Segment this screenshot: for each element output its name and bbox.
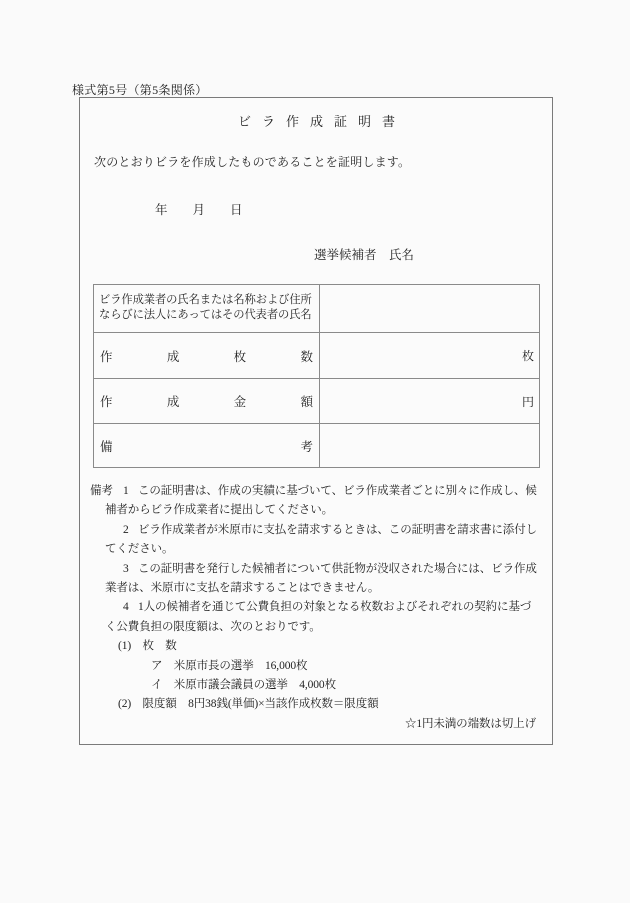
table-row-amount	[94, 378, 539, 423]
note-text: (1) 枚 数	[118, 640, 177, 653]
note-number: 3	[123, 562, 129, 575]
header-cell-sheet-count: 作 成 枚 数	[94, 333, 320, 378]
note-number: 1	[123, 485, 129, 497]
note-text: 補者からビラ作成業者に提出してください。	[105, 504, 333, 517]
notes-section	[80, 482, 554, 734]
notes-label: 備考	[90, 485, 113, 497]
note-text: ビラ作成業者が米原市に支払を請求するときは、この証明書を請求書に添付し	[138, 523, 537, 536]
header-cell-line1: ビラ作成業者の氏名または名称および住所	[99, 294, 312, 306]
header-cell-line2: ならびに法人にあってはその代表者の氏名	[99, 309, 312, 321]
note-line-11	[80, 676, 554, 695]
note-text: ア 米原市長の選挙 16,000枚	[151, 659, 308, 672]
note-text: この証明書は、作成の実績に基づいて、ビラ作成業者ごとに別々に作成し、候	[138, 485, 537, 497]
note-text: この証明書を発行した候補者について供託物が没収された場合には、ビラ作成	[138, 562, 537, 575]
header-cell-amount: 作 成 金 額	[94, 379, 320, 423]
declaration-text: 次のとおりビラを作成したものであることを証明します。	[94, 155, 411, 169]
note-line-7	[80, 598, 554, 617]
header-cell-maker-info	[94, 285, 320, 332]
note-line-4	[80, 540, 554, 559]
note-line-6	[80, 579, 554, 598]
note-text: イ 米原市議会議員の選挙 4,000枚	[151, 678, 336, 691]
note-line-10	[80, 657, 554, 676]
note-text: てください。	[105, 543, 174, 556]
note-text: ☆1円未満の端数は切上げ	[404, 717, 536, 730]
value-cell-amount: 円	[521, 394, 534, 409]
note-line-9	[80, 637, 554, 656]
value-cell-remarks	[320, 424, 539, 467]
details-table	[93, 284, 540, 468]
note-text: 業者は、米原市に支払を請求することはできません。	[105, 581, 380, 594]
note-text: く公費負担の限度額は、次のとおりです。	[105, 620, 321, 633]
date-line: 年 月 日	[155, 203, 243, 217]
header-cell-remarks: 備 考	[94, 424, 320, 467]
note-text: 1人の候補者を通じて公費負担の対象となる枚数およびそれぞれの契約に基づ	[138, 601, 532, 614]
note-line-12	[80, 695, 554, 714]
table-row-sheet-count	[94, 332, 539, 378]
note-text: (2) 限度額 8円38銭(単価)×当該作成枚数＝限度額	[118, 698, 379, 711]
value-cell-sheet-count: 枚	[521, 349, 534, 363]
note-line-2	[80, 501, 554, 520]
note-line-5	[80, 560, 554, 579]
note-line-13	[80, 715, 554, 734]
table-row-maker-info	[94, 285, 539, 332]
note-line-8	[80, 618, 554, 637]
note-number: 4	[123, 601, 129, 614]
note-line-1	[80, 482, 554, 501]
note-number: 2	[123, 523, 129, 536]
value-cell-maker-info	[320, 285, 539, 332]
certificate-box	[79, 97, 553, 745]
candidate-signature-line: 選挙候補者 氏名	[314, 248, 415, 262]
form-number-label: 様式第5号（第5条関係）	[72, 83, 208, 97]
certificate-title: ビラ作成証明書	[238, 114, 407, 129]
note-line-3	[80, 521, 554, 540]
table-row-remarks	[94, 423, 539, 467]
